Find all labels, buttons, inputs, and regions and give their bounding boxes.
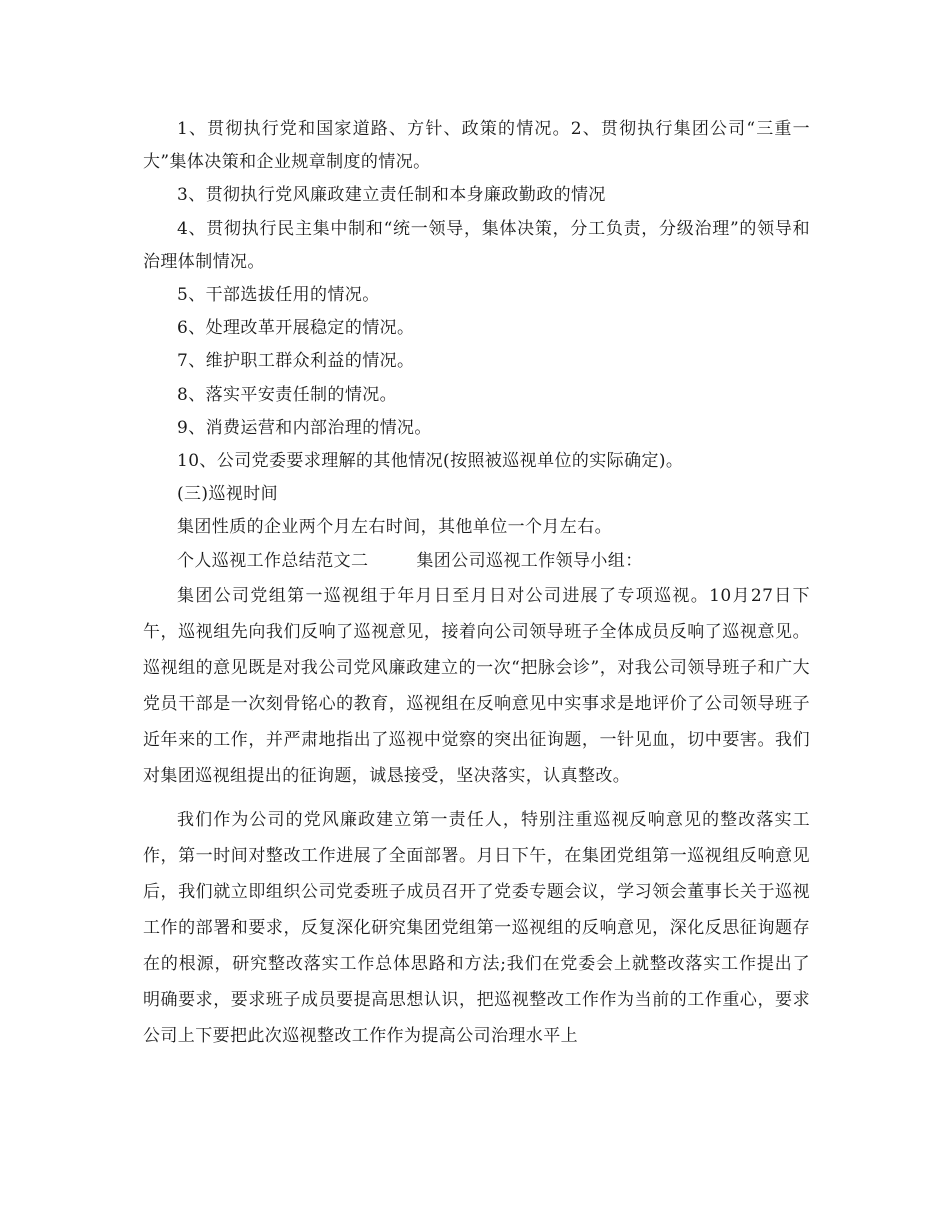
paragraph-2: 我们作为公司的党风廉政建立第一责任人，特别注重巡视反响意见的整改落实工作，第一时间对整改工作进展了全面部署。月日下午，在集团党组第一巡视组反响意见后，我们就立即组织公司党委班子成员召开了党委专题会议，学习领会董事长关于巡视工作的部署和要求，反复深化研究集团党组第一巡视组的反响意见，深化反思征询题存在的根源，研究整改落实工作总体思路和方法;我们在党委会上就整改落实工作提出了明确要求，要求班子成员要提高思想认识，把巡视整改工作作为当前的工作重心，要求公司上下要把此次巡视整改工作作为提高公司治理水平上 bbox=[143, 809, 810, 1046]
recipient-heading: 集团公司巡视工作领导小组： bbox=[416, 550, 643, 571]
list-item-8: 8、落实平安责任制的情况。 bbox=[177, 384, 398, 405]
list-item-6: 6、处理改革开展稳定的情况。 bbox=[177, 318, 415, 339]
list-item-5: 5、干部选拔任用的情况。 bbox=[177, 285, 380, 306]
paragraph-1: 集团公司党组第一巡视组于年月日至月日对公司进展了专项巡视。10月27日下午，巡视组先向我们反响了巡视意见，接着向公司领导班子全体成员反响了巡视意见。巡视组的意见既是对我公司党风廉政建立的一次“把脉会诊”，对我公司领导班子和广大党员干部是一次刻骨铭心的教育，巡视组在反响意见中实事求是地评价了公司领导班子近年来的工作，并严肃地指出了巡视中觉察的突出征询题，一针见血，切中要害。我们对集团巡视组提出的征询题，诚恳接受，坚决落实，认真整改。 bbox=[143, 585, 810, 786]
list-item-1: 1、贯彻执行党和国家道路、方针、政策的情况。2、贯彻执行集团公司“三重一大”集体决策和企业规章制度的情况。 bbox=[143, 119, 810, 173]
list-item-9: 9、消费运营和内部治理的情况。 bbox=[177, 417, 432, 438]
document-page bbox=[143, 113, 810, 1054]
section-title: (三)巡视时间 bbox=[177, 484, 279, 505]
summary-heading-line bbox=[143, 545, 810, 578]
list-item-4: 4、贯彻执行民主集中制和“统一领导，集体决策，分工负责，分级治理”的领导和治理体制情况。 bbox=[143, 218, 810, 272]
summary-heading: 个人巡视工作总结范文二 bbox=[177, 550, 369, 571]
paragraph-gap bbox=[143, 794, 810, 802]
list-item-10: 10、公司党委要求理解的其他情况(按照被巡视单位的实际确定)。 bbox=[177, 451, 684, 472]
time-text: 集团性质的企业两个月左右时间，其他单位一个月左右。 bbox=[177, 517, 612, 538]
list-item-3: 3、贯彻执行党风廉政建立责任制和本身廉政勤政的情况 bbox=[177, 185, 606, 206]
list-item-7: 7、维护职工群众利益的情况。 bbox=[177, 351, 415, 372]
